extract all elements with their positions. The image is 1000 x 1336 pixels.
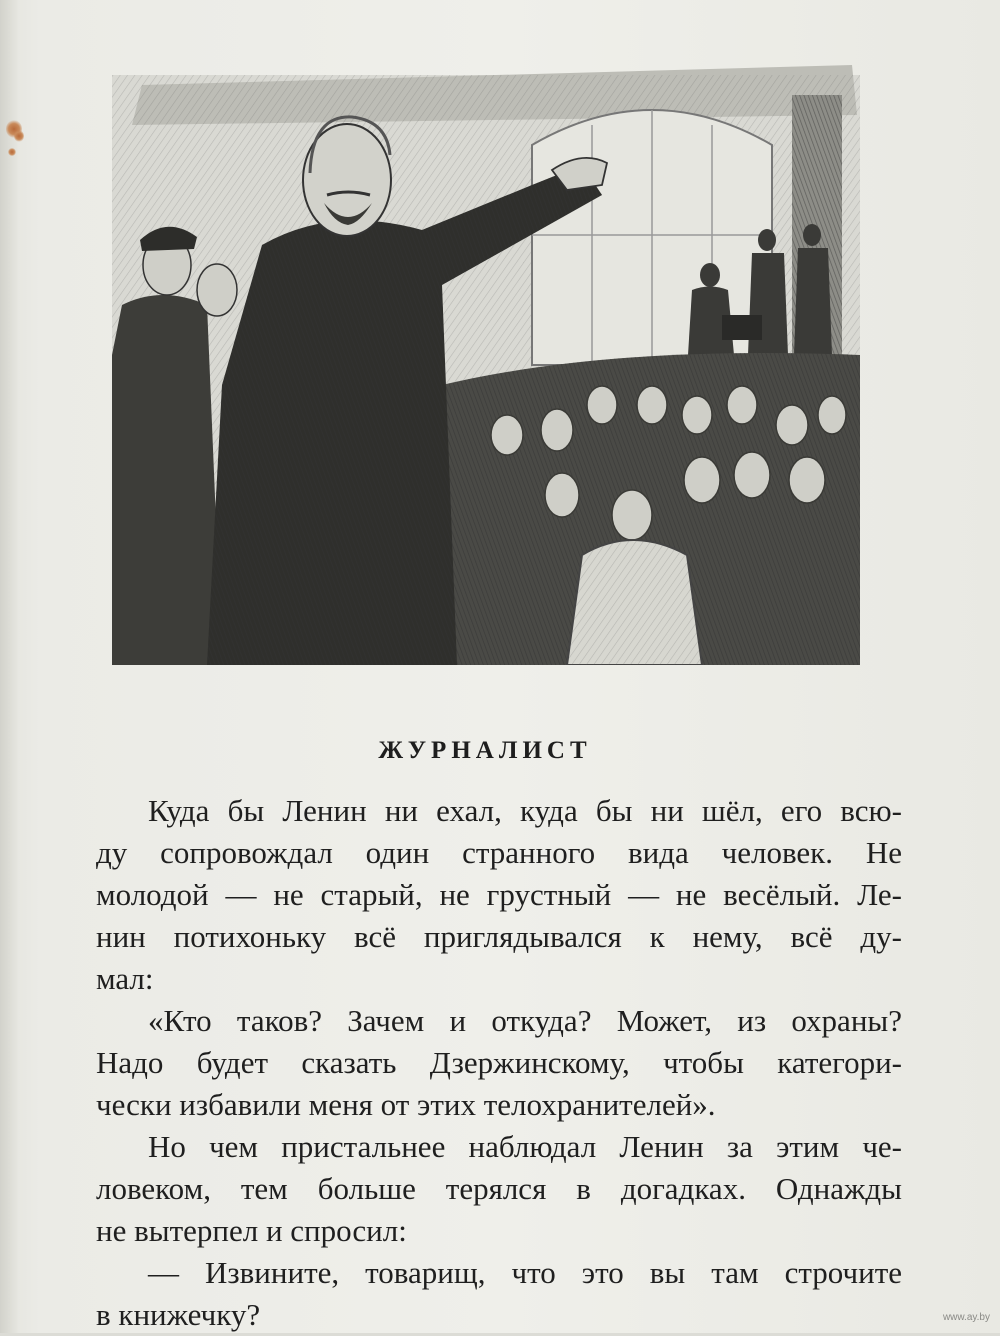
page-edge — [0, 0, 18, 1333]
text-line: Но чем пристальнее наблюдал Ленин за этим че- — [148, 1129, 902, 1164]
lenin-speech-illustration — [112, 55, 860, 665]
chapter-title: ЖУРНАЛИСТ — [378, 737, 592, 764]
body-text — [96, 790, 902, 1336]
text-line: чески избавили меня от этих телохранителей». — [96, 1087, 716, 1122]
watermark: www.ay.by — [942, 1312, 990, 1323]
text-line: ду сопровождал один странного вида человек. Не — [96, 835, 902, 870]
rust-stain — [14, 130, 24, 142]
text-line: «Кто таков? Зачем и откуда? Может, из охраны? — [148, 1003, 902, 1038]
text-line: не вытерпел и спросил: — [96, 1213, 407, 1248]
rust-stain — [8, 148, 16, 156]
text-line: мал: — [96, 961, 154, 996]
text-line: — Извините, товарищ, что это вы там строчите — [148, 1255, 902, 1290]
text-line: нин потихоньку всё приглядывался к нему, всё ду- — [96, 919, 902, 954]
text-line: молодой — не старый, не грустный — не весёлый. Ле- — [96, 877, 902, 912]
text-line: Надо будет сказать Дзержинскому, чтобы категори- — [96, 1045, 902, 1080]
text-line: ловеком, тем больше терялся в догадках. Однажды — [96, 1171, 902, 1206]
text-line: в книжечку? — [96, 1297, 261, 1332]
text-line: Куда бы Ленин ни ехал, куда бы ни шёл, его всю- — [148, 793, 902, 828]
